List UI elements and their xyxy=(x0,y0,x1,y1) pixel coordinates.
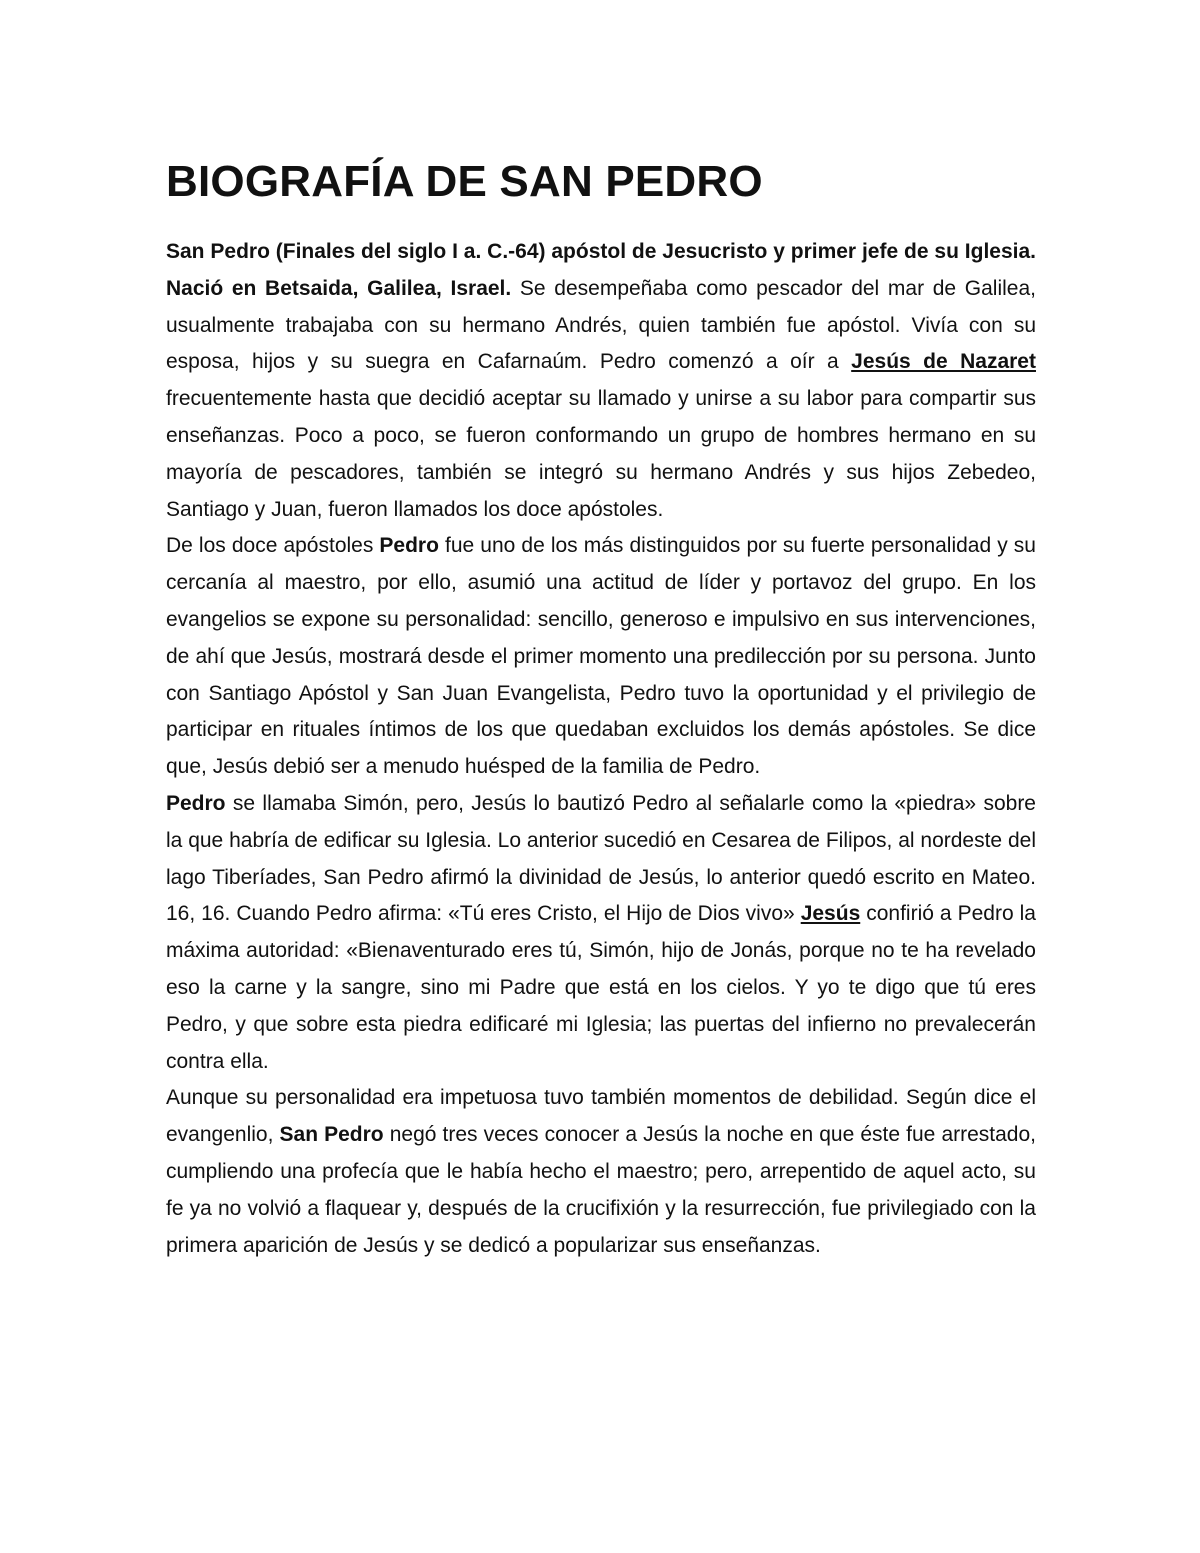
paragraph-4-text-a: Aunque su personalidad era impetuosa tuvo también momentos de debilidad. Según dice el evangenlio, xyxy=(166,1086,1036,1147)
jesus-link[interactable]: Jesús xyxy=(800,902,861,926)
paragraph-1-bold-intro: San Pedro (Finales del siglo I a. C.-64) apóstol de Jesucristo y primer jefe de su Iglesia. Nació en Betsaida, Galilea, Israel. xyxy=(166,240,1036,300)
paragraph-4-text-b: negó tres veces conocer a Jesús la noche en que éste fue arrestado, cumpliendo una profecía que le había hecho el maestro; pero, arrepentido de aquel acto, su fe ya no volvió a flaquear y, después de la crucifixión y la resurrección, fue privilegiado con la primera aparición de Jesús y se dedicó a popularizar sus enseñanzas. xyxy=(166,1123,1036,1257)
paragraph-2 xyxy=(166,528,1036,786)
document-title: BIOGRAFÍA DE SAN PEDRO xyxy=(166,157,763,206)
document-page xyxy=(166,150,1036,1264)
jesus-de-nazaret-link[interactable]: Jesús de Nazaret xyxy=(851,350,1036,374)
paragraph-1 xyxy=(166,234,1036,528)
paragraph-4 xyxy=(166,1080,1036,1264)
paragraph-2-text-b: fue uno de los más distinguidos por su fuerte personalidad y su cercanía al maestro, por ello, asumió una actitud de líder y portavoz del grupo. En los evangelios se expone su personalidad: sencillo, generoso e impulsivo en sus intervenciones, de ahí que Jesús, mostrará desde el primer momento una predilección por su persona. Junto con Santiago Apóstol y San Juan Evangelista, Pedro tuvo la oportunidad y el privilegio de participar en rituales íntimos de los que quedaban excluidos los demás apóstoles. Se dice que, Jesús debió ser a menudo huésped de la familia de Pedro. xyxy=(166,534,1036,779)
paragraph-2-bold: Pedro xyxy=(379,534,439,558)
paragraph-3-text-b: confirió a Pedro la máxima autoridad: «Bienaventurado eres tú, Simón, hijo de Jonás, porque no te ha revelado eso la carne y la sangre, sino mi Padre que está en los cielos. Y yo te digo que tú eres Pedro, y que sobre esta piedra edificaré mi Iglesia; las puertas del infierno no prevalecerán contra ella. xyxy=(166,902,1036,1073)
paragraph-1-text-b: frecuentemente hasta que decidió aceptar su llamado y unirse a su labor para compartir sus enseñanzas. Poco a poco, se fueron conformando un grupo de hombres hermano en su mayoría de pescadores, también se integró su hermano Andrés y sus hijos Zebedeo, Santiago y Juan, fueron llamados los doce apóstoles. xyxy=(166,387,1036,521)
paragraph-3 xyxy=(166,786,1036,1080)
paragraph-4-bold: San Pedro xyxy=(279,1123,384,1147)
paragraph-2-text-a: De los doce apóstoles xyxy=(166,534,380,558)
paragraph-3-text-a: se llamaba Simón, pero, Jesús lo bautizó Pedro al señalarle como la «piedra» sobre la que habría de edificar su Iglesia. Lo anterior sucedió en Cesarea de Filipos, al nordeste del lago Tiberíades, San Pedro afirmó la divinidad de Jesús, lo anterior quedó escrito en Mateo. 16, 16. Cuando Pedro afirma: «Tú eres Cristo, el Hijo de Dios vivo» xyxy=(166,791,1036,926)
paragraph-3-bold: Pedro xyxy=(166,791,226,815)
paragraph-1-text-a: Se desempeñaba como pescador del mar de Galilea, usualmente trabajaba con su hermano Andrés, quien también fue apóstol. Vivía con su esposa, hijos y su suegra en Cafarnaúm. Pedro comenzó a oír a xyxy=(166,276,1036,374)
